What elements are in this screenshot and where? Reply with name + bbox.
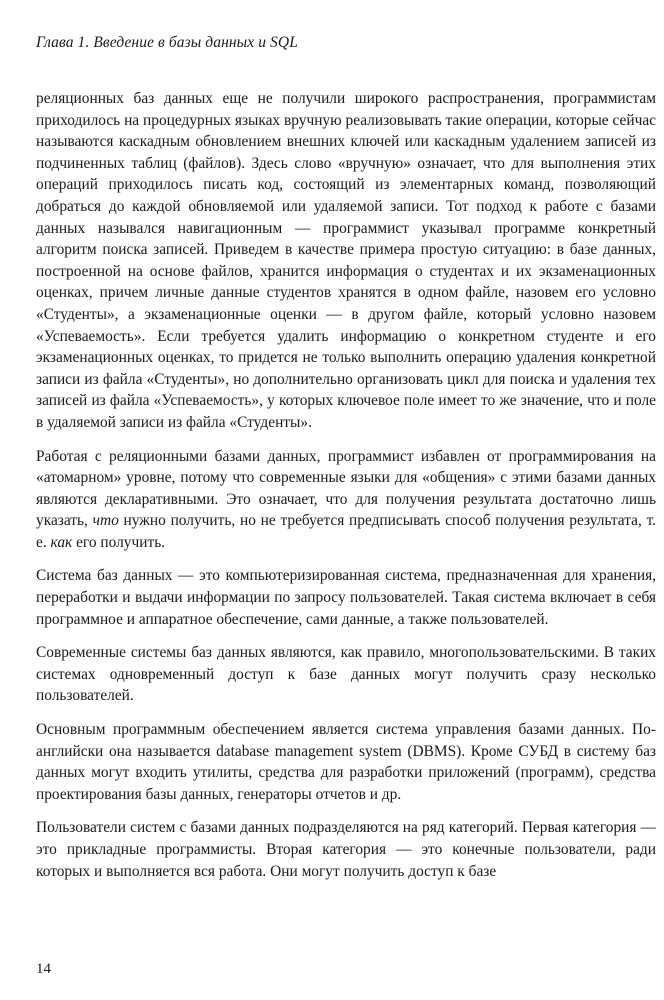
paragraph-5: Основным программным обеспечением является система управления базами данных. По-английски она называется database management system (DBMS). Кроме СУБД в систему баз данных могут входить утилиты, средства для разработки приложений (программ), средства проектирования базы данных, генераторы отчетов и др. (36, 721, 656, 803)
paragraph-4: Современные системы баз данных являются, как правило, многопользовательскими. В таких системах одновременный доступ к базе данных могут получить сразу несколько пользователей. (36, 644, 656, 705)
paragraph-2-part-c: его получить. (72, 533, 166, 551)
paragraph-1: реляционных баз данных еще не получили широкого распространения, программистам приходилось на процедурных языках вручную реализовывать такие операции, которые сейчас называются каскадным обновлением внешних ключей или каскадным удалением записей из подчиненных таблиц (файлов). Здесь слово «вручную» означает, что для выполнения этих операций приходилось писать код, состоящий из элементарных команд, позволяющий добраться до каждой обновляемой или удаляемой записи. Тот подход к работе с базами данных назывался навигационным — программист указывал программе конкретный алгоритм поиска записей. Приведем в качестве примера простую ситуацию: в базе данных, построенной на основе файлов, хранится информация о студентах и их экзаменационных оценках, причем личные данные студентов хранятся в одном файле, назовем его условно «Студенты», а экзаменационные оценки — в другом файле, который условно назовем «Успеваемость». Если требуется удалить информацию о конкретном студенте и его экзаменационных оценках, то придется не только выполнить операцию удаления конкретной записи из файла «Студенты», но дополнительно организовать цикл для поиска и удаления тех записей из файла «Успеваемость», у которых ключевое поле имеет то же значение, что и поле в удаляемой записи из файла «Студенты». (36, 90, 656, 431)
running-head: Глава 1. Введение в базы данных и SQL (36, 34, 298, 51)
paragraph-2 (36, 446, 656, 554)
paragraph-3: Система баз данных — это компьютеризированная система, предназначенная для хранения, переработки и выдачи информации по запросу пользователей. Такая система включает в себя программное и аппаратное обеспечение, сами данные, а также пользователей. (36, 567, 656, 628)
page-number: 14 (36, 961, 51, 977)
paragraph-6: Пользователи систем с базами данных подразделяются на ряд категорий. Первая категория — это прикладные программисты. Вторая категория — это конечные пользователи, ради которых и выполняется вся работа. Они могут получить доступ к базе (36, 819, 656, 880)
body-text (36, 88, 656, 894)
paragraph-2-part-a: Работая с реляционными базами данных, программист избавлен от программирования на «атомарном» уровне, потому что современные языки для «общения» с этими базами данных являются декларативными. Это означает, что для получения результата достаточно лишь указать, (36, 447, 656, 530)
paragraph-2-emphasis-what: что (92, 512, 119, 530)
paragraph-2-part-b: нужно получить, но не требуется предписывать способ получения результата, т. е. (36, 512, 656, 551)
paragraph-2-emphasis-how: как (50, 533, 73, 551)
